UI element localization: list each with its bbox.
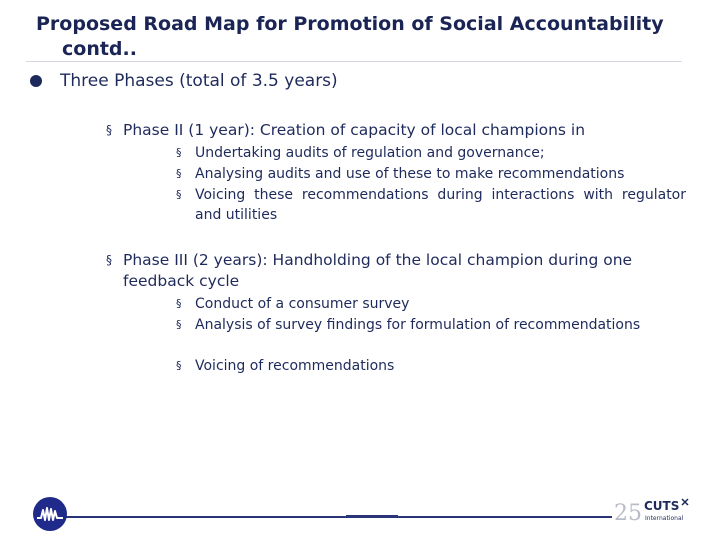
phase-3-item-text: Analysis of survey findings for formulation of recommendations [195,317,641,333]
phase-3-item-text: Voicing of recommendations [195,358,395,374]
phase-3-item [176,315,686,335]
logo-brand-text: CUTS [644,499,680,513]
square-bullet-icon: § [106,253,112,267]
slide-title-line-2: contd.. [62,38,137,60]
square-bullet-icon: § [176,318,182,331]
title-divider [26,61,682,62]
main-bullet-text: Three Phases (total of 3.5 years) [60,71,338,91]
phase-3-heading [106,250,690,292]
phase-2-item-text: Voicing these recommendations during interactions with regulator and utilities [195,187,686,223]
phase-2-item-text: Analysing audits and use of these to make recommendations [195,166,625,182]
phase-2-heading-text: Phase II (1 year): Creation of capacity of local champions in [123,121,586,139]
phase-2-item [176,164,686,184]
footer-accent-bar [346,515,398,518]
phase-2-item [176,185,686,225]
square-bullet-icon: § [176,167,182,180]
phase-3-item-text: Conduct of a consumer survey [195,296,410,312]
slide-title-line-1: Proposed Road Map for Promotion of Social Accountability [36,13,664,35]
phase-2-item-text: Undertaking audits of regulation and governance; [195,145,545,161]
phase-3-heading-text: Phase III (2 years): Handholding of the local champion during one feedback cycle [123,251,633,290]
phase-2-heading [106,120,690,141]
logo-anniversary-number: 25 [614,501,642,526]
square-bullet-icon: § [176,297,182,310]
square-bullet-icon: § [106,123,112,137]
phase-3-item [176,356,686,376]
square-bullet-icon: § [176,188,182,201]
phase-2-item [176,143,686,163]
phase-3-item [176,294,686,314]
organization-logo-icon [32,496,68,532]
logo-subtitle-text: International [645,515,684,522]
square-bullet-icon: § [176,146,182,159]
round-bullet-icon [30,75,42,87]
cuts-logo-icon [612,496,694,526]
square-bullet-icon: § [176,359,182,372]
footer-rule [64,516,612,518]
slide-title [36,12,706,62]
